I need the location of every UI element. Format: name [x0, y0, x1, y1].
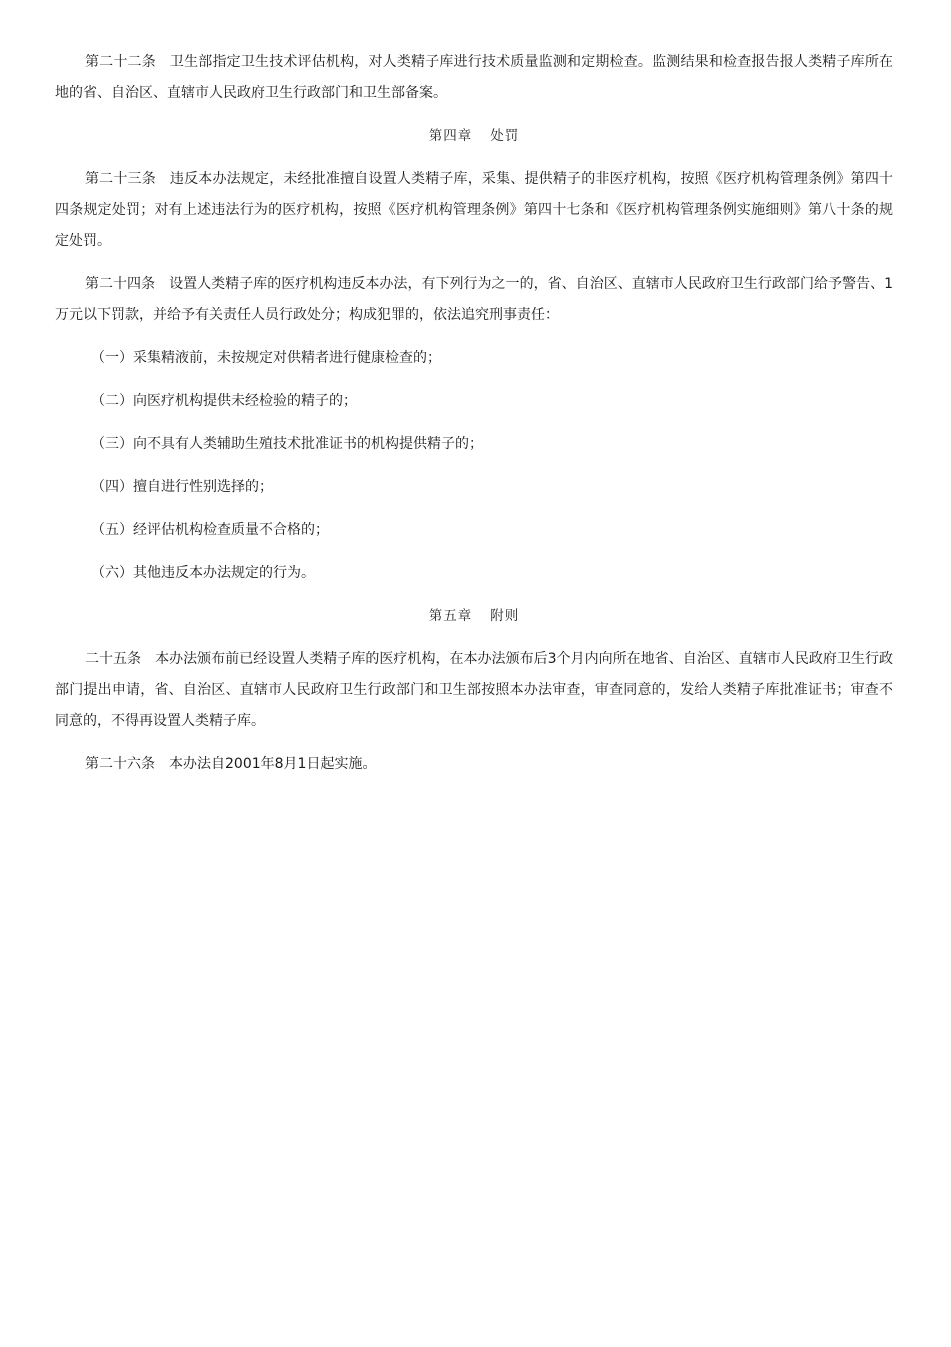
article-25: [55, 644, 893, 737]
chapter-number: 第四章: [428, 128, 473, 144]
list-item: （五）经评估机构检查质量不合格的；: [91, 522, 329, 538]
list-item: （一）采集精液前，未按规定对供精者进行健康检查的；: [91, 350, 441, 366]
chapter-4-heading: [55, 121, 893, 152]
list-item: （六）其他违反本办法规定的行为。: [91, 565, 315, 581]
chapter-title: 附则: [490, 608, 520, 624]
chapter-5-heading: [55, 601, 893, 632]
article-26: [55, 749, 893, 780]
document-page: [55, 47, 893, 792]
chapter-number: 第五章: [428, 608, 473, 624]
article-text: 本办法颁布前已经设置人类精子库的医疗机构，在本办法颁布后3个月内向所在地省、自治区、直辖市人民政府卫生行政部门提出申请，省、自治区、直辖市人民政府卫生行政部门和卫生部按照本办法审查，审查同意的，发给人类精子库批准证书；审查不同意的，不得再设置人类精子库。: [55, 651, 893, 729]
article-text: 设置人类精子库的医疗机构违反本办法，有下列行为之一的，省、自治区、直辖市人民政府卫生行政部门给予警告、1万元以下罚款，并给予有关责任人员行政处分；构成犯罪的，依法追究刑事责任：: [55, 276, 894, 323]
article-number: 第二十三条: [85, 171, 156, 187]
article-text: 本办法自2001年8月1日起实施。: [169, 756, 377, 772]
article-number: 第二十六条: [85, 756, 155, 772]
list-item: （四）擅自进行性别选择的；: [91, 479, 273, 495]
article-number: 二十五条: [85, 651, 142, 667]
article-text: 违反本办法规定，未经批准擅自设置人类精子库，采集、提供精子的非医疗机构，按照《医疗机构管理条例》第四十四条规定处罚；对有上述违法行为的医疗机构，按照《医疗机构管理条例》第四十七条和《医疗机构管理条例实施细则》第八十条的规定处罚。: [55, 171, 894, 249]
article-number: 第二十二条: [85, 54, 156, 70]
article-text: 卫生部指定卫生技术评估机构，对人类精子库进行技术质量监测和定期检查。监测结果和检查报告报人类精子库所在地的省、自治区、直辖市人民政府卫生行政部门和卫生部备案。: [55, 54, 894, 101]
list-item: （三）向不具有人类辅助生殖技术批准证书的机构提供精子的；: [91, 436, 483, 452]
article-24: [55, 269, 893, 331]
article-22: [55, 47, 893, 109]
chapter-title: 处罚: [490, 128, 520, 144]
article-23: [55, 164, 893, 257]
article-number: 第二十四条: [85, 276, 156, 292]
list-item: （二）向医疗机构提供未经检验的精子的；: [91, 393, 357, 409]
